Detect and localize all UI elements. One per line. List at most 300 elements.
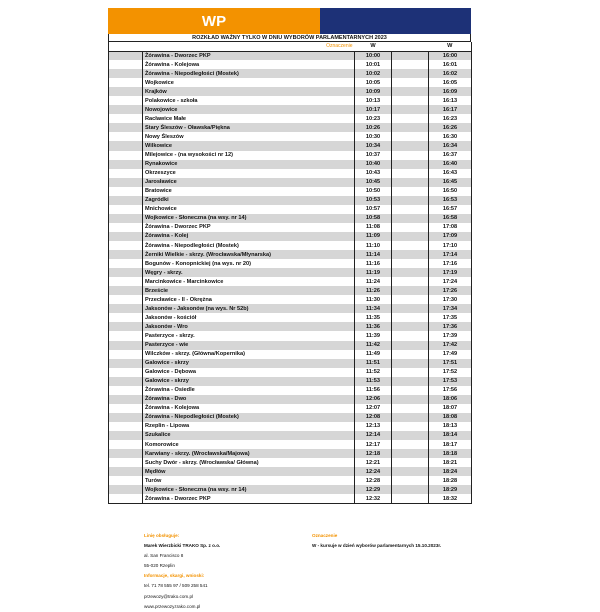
departure-time-w2: 18:24: [429, 467, 472, 476]
row-gap: [392, 178, 429, 187]
timetable-body: [109, 51, 472, 503]
table-row: [109, 132, 472, 141]
row-gap: [392, 78, 429, 87]
table-row: [109, 350, 472, 359]
stop-name: Żórawina - Dworzec PKP: [143, 223, 355, 232]
table-row: [109, 395, 472, 404]
row-gap: [392, 322, 429, 331]
departure-time-w2: 18:08: [429, 413, 472, 422]
table-row: [109, 96, 472, 105]
table-row: [109, 458, 472, 467]
table-row: [109, 223, 472, 232]
row-gap: [392, 187, 429, 196]
departure-time-w2: 17:39: [429, 331, 472, 340]
row-spacer: [109, 377, 143, 386]
row-spacer: [109, 295, 143, 304]
row-spacer: [109, 141, 143, 150]
row-gap: [392, 449, 429, 458]
row-spacer: [109, 331, 143, 340]
table-row: [109, 187, 472, 196]
row-spacer: [109, 132, 143, 141]
departure-time-w1: 10:53: [355, 196, 392, 205]
row-gap: [392, 169, 429, 178]
table-row: [109, 268, 472, 277]
table-row: [109, 422, 472, 431]
table-row: [109, 368, 472, 377]
departure-time-w2: 16:50: [429, 187, 472, 196]
row-spacer: [109, 458, 143, 467]
departure-time-w2: 16:02: [429, 69, 472, 78]
stop-name: Suchy Dwór - skrzy. (Wrocławska/ Główna): [143, 458, 355, 467]
departure-time-w1: 12:28: [355, 476, 392, 485]
departure-time-w2: 17:53: [429, 377, 472, 386]
departure-time-w2: 17:24: [429, 277, 472, 286]
departure-time-w1: 12:29: [355, 485, 392, 494]
operator-website: www.przewozy.trako.com.pl: [144, 603, 201, 609]
departure-time-w1: 10:50: [355, 187, 392, 196]
departure-time-w2: 18:13: [429, 422, 472, 431]
stop-name: Żórawina - Niepodległości (Mostek): [143, 69, 355, 78]
row-gap: [392, 114, 429, 123]
table-row: [109, 313, 472, 322]
row-spacer: [109, 196, 143, 205]
row-spacer: [109, 60, 143, 69]
departure-time-w2: 17:49: [429, 350, 472, 359]
row-spacer: [109, 69, 143, 78]
row-gap: [392, 413, 429, 422]
stop-name: Żórawina - Dworzec PKP: [143, 494, 355, 503]
row-spacer: [109, 241, 143, 250]
stop-name: Żórawina - Niepodległości (Mostek): [143, 413, 355, 422]
departure-time-w1: 11:51: [355, 359, 392, 368]
departure-time-w2: 16:34: [429, 141, 472, 150]
table-row: [109, 494, 472, 503]
stop-name: Jaksonów - kościół: [143, 313, 355, 322]
table-row: [109, 241, 472, 250]
row-gap: [392, 141, 429, 150]
row-spacer: [109, 178, 143, 187]
departure-time-w1: 11:30: [355, 295, 392, 304]
row-spacer: [109, 395, 143, 404]
departure-time-w2: 16:05: [429, 78, 472, 87]
column-header-w1: W: [355, 42, 392, 51]
stop-name: Pasterzyce - wie: [143, 341, 355, 350]
table-row: [109, 485, 472, 494]
header-navy-block: [320, 8, 471, 34]
departure-time-w2: 18:21: [429, 458, 472, 467]
row-gap: [392, 331, 429, 340]
departure-time-w2: 17:08: [429, 223, 472, 232]
departure-time-w2: 18:28: [429, 476, 472, 485]
table-row: [109, 214, 472, 223]
table-row: [109, 377, 472, 386]
stop-name: Wojkowice: [143, 78, 355, 87]
row-gap: [392, 422, 429, 431]
departure-time-w1: 11:39: [355, 331, 392, 340]
stop-name: Żórawina - Dworzec PKP: [143, 51, 355, 60]
row-gap: [392, 196, 429, 205]
stop-name: Przecławice - II - Okrężna: [143, 295, 355, 304]
departure-time-w1: 10:58: [355, 214, 392, 223]
row-spacer: [109, 105, 143, 114]
stop-name: Galowice - skrzy: [143, 377, 355, 386]
row-gap: [392, 160, 429, 169]
info-label: Informacje, skargi, wnioski:: [144, 573, 205, 579]
stop-name: Rynakowice: [143, 160, 355, 169]
stop-name: Szukalice: [143, 431, 355, 440]
departure-time-w2: 17:14: [429, 250, 472, 259]
table-row: [109, 87, 472, 96]
table-row: [109, 295, 472, 304]
table-row: [109, 386, 472, 395]
row-gap: [392, 313, 429, 322]
departure-time-w1: 12:18: [355, 449, 392, 458]
table-row: [109, 359, 472, 368]
departure-time-w1: 11:26: [355, 286, 392, 295]
stop-name: Jaksonów - Wro: [143, 322, 355, 331]
stop-name: Żórawina - Kolejowa: [143, 404, 355, 413]
departure-time-w2: 18:32: [429, 494, 472, 503]
table-row: [109, 277, 472, 286]
departure-time-w2: 17:35: [429, 313, 472, 322]
stop-name: Wilczków - skrzy. (Główna/Kopernika): [143, 350, 355, 359]
row-spacer: [109, 485, 143, 494]
header-gap: [392, 42, 429, 51]
departure-time-w2: 16:57: [429, 205, 472, 214]
departure-time-w2: 16:26: [429, 123, 472, 132]
operator-email: przewozy@trako.com.pl: [144, 593, 194, 599]
row-spacer: [109, 494, 143, 503]
stop-name: Żórawina - Osiedle: [143, 386, 355, 395]
table-row: [109, 178, 472, 187]
row-gap: [392, 350, 429, 359]
departure-time-w2: 16:43: [429, 169, 472, 178]
departure-time-w2: 16:53: [429, 196, 472, 205]
row-spacer: [109, 96, 143, 105]
departure-time-w2: 16:00: [429, 51, 472, 60]
departure-time-w2: 17:10: [429, 241, 472, 250]
departure-time-w2: 17:42: [429, 341, 472, 350]
stop-name: Krajków: [143, 87, 355, 96]
departure-time-w1: 10:34: [355, 141, 392, 150]
legend-label: Oznaczenie: [312, 533, 338, 538]
row-gap: [392, 123, 429, 132]
stop-name: Zagródki: [143, 196, 355, 205]
table-row: [109, 250, 472, 259]
row-spacer: [109, 214, 143, 223]
table-row: [109, 196, 472, 205]
departure-time-w1: 12:32: [355, 494, 392, 503]
table-row: [109, 304, 472, 313]
table-header-row: [109, 42, 472, 51]
departure-time-w1: 10:45: [355, 178, 392, 187]
row-gap: [392, 69, 429, 78]
departure-time-w1: 11:53: [355, 377, 392, 386]
row-spacer: [109, 313, 143, 322]
legend-text: W - kursuje w dzień wyborów parlamentarnych 15.10.2023r.: [312, 543, 442, 549]
row-spacer: [109, 413, 143, 422]
departure-time-w2: 16:13: [429, 96, 472, 105]
row-gap: [392, 440, 429, 449]
column-header-w2: W: [429, 42, 472, 51]
stop-name: Pasterzyce - skrzy.: [143, 331, 355, 340]
departure-time-w2: 17:34: [429, 304, 472, 313]
row-gap: [392, 431, 429, 440]
header-spacer: [109, 42, 143, 51]
departure-time-w1: 11:09: [355, 232, 392, 241]
departure-time-w1: 10:09: [355, 87, 392, 96]
departure-time-w1: 12:17: [355, 440, 392, 449]
table-row: [109, 440, 472, 449]
departure-time-w1: 12:07: [355, 404, 392, 413]
departure-time-w1: 11:19: [355, 268, 392, 277]
stop-name: Galowice - skrzy: [143, 359, 355, 368]
row-spacer: [109, 205, 143, 214]
table-row: [109, 331, 472, 340]
row-gap: [392, 377, 429, 386]
line-code: WP: [108, 8, 320, 34]
table-row: [109, 60, 472, 69]
departure-time-w2: 16:09: [429, 87, 472, 96]
departure-time-w1: 11:24: [355, 277, 392, 286]
stop-name: Racławice Małe: [143, 114, 355, 123]
row-gap: [392, 151, 429, 160]
row-gap: [392, 105, 429, 114]
row-spacer: [109, 169, 143, 178]
row-gap: [392, 485, 429, 494]
row-spacer: [109, 114, 143, 123]
departure-time-w1: 12:06: [355, 395, 392, 404]
row-spacer: [109, 87, 143, 96]
row-gap: [392, 295, 429, 304]
row-gap: [392, 368, 429, 377]
table-row: [109, 341, 472, 350]
row-spacer: [109, 341, 143, 350]
stop-name: Żerniki Wielkie - skrzy. (Wrocławska/Młynarska): [143, 250, 355, 259]
row-spacer: [109, 187, 143, 196]
departure-time-w1: 11:49: [355, 350, 392, 359]
departure-time-w1: 11:36: [355, 322, 392, 331]
departure-time-w1: 11:52: [355, 368, 392, 377]
departure-time-w1: 10:57: [355, 205, 392, 214]
row-gap: [392, 259, 429, 268]
table-row: [109, 449, 472, 458]
operator-street: al. San Francisco 8: [144, 553, 184, 559]
legend: [312, 531, 482, 551]
table-row: [109, 259, 472, 268]
row-spacer: [109, 51, 143, 60]
stop-name: Okrzeszyce: [143, 169, 355, 178]
departure-time-w1: 10:17: [355, 105, 392, 114]
departure-time-w1: 10:40: [355, 160, 392, 169]
departure-time-w1: 10:01: [355, 60, 392, 69]
table-row: [109, 141, 472, 150]
row-gap: [392, 51, 429, 60]
departure-time-w1: 11:14: [355, 250, 392, 259]
departure-time-w1: 12:13: [355, 422, 392, 431]
departure-time-w2: 17:26: [429, 286, 472, 295]
row-gap: [392, 359, 429, 368]
row-spacer: [109, 268, 143, 277]
departure-time-w2: 16:30: [429, 132, 472, 141]
row-gap: [392, 395, 429, 404]
row-spacer: [109, 277, 143, 286]
departure-time-w1: 10:37: [355, 151, 392, 160]
row-spacer: [109, 386, 143, 395]
table-row: [109, 78, 472, 87]
stop-name: Wilkowice: [143, 141, 355, 150]
stop-name: Galowice - Dębowa: [143, 368, 355, 377]
departure-time-w2: 17:51: [429, 359, 472, 368]
row-gap: [392, 304, 429, 313]
stop-name: Milejowice - (na wysokości nr 12): [143, 151, 355, 160]
row-spacer: [109, 151, 143, 160]
table-row: [109, 51, 472, 60]
row-gap: [392, 96, 429, 105]
row-spacer: [109, 259, 143, 268]
departure-time-w2: 16:58: [429, 214, 472, 223]
departure-time-w2: 16:40: [429, 160, 472, 169]
stop-name: Żórawina - Kolejowa: [143, 60, 355, 69]
row-spacer: [109, 431, 143, 440]
row-gap: [392, 458, 429, 467]
oznaczenie-label: Oznaczenie: [143, 42, 355, 51]
operator-name: Marek Wierzbicki TRAKO Sp. z o.o.: [144, 543, 221, 549]
row-spacer: [109, 476, 143, 485]
stop-name: Rzeplin - Lipowa: [143, 422, 355, 431]
row-spacer: [109, 322, 143, 331]
operator-info: [144, 531, 304, 612]
departure-time-w1: 10:30: [355, 132, 392, 141]
departure-time-w2: 17:56: [429, 386, 472, 395]
table-row: [109, 322, 472, 331]
table-row: [109, 232, 472, 241]
row-gap: [392, 60, 429, 69]
departure-time-w1: 10:13: [355, 96, 392, 105]
stop-name: Bratowice: [143, 187, 355, 196]
stop-name: Wojkowice - Słoneczna (na wsy. nr 14): [143, 485, 355, 494]
stop-name: Jaksonów - Jaksonów (na wys. Nr 52b): [143, 304, 355, 313]
stop-name: Bogunów - Konopnickiej (na wys. nr 20): [143, 259, 355, 268]
row-spacer: [109, 123, 143, 132]
table-row: [109, 205, 472, 214]
departure-time-w1: 12:08: [355, 413, 392, 422]
stop-name: Żórawina - Kolej: [143, 232, 355, 241]
stop-name: Marcinkowice - Marcinkowice: [143, 277, 355, 286]
stop-name: Mędłów: [143, 467, 355, 476]
departure-time-w1: 11:35: [355, 313, 392, 322]
timetable-table: [108, 42, 472, 504]
row-spacer: [109, 78, 143, 87]
row-gap: [392, 467, 429, 476]
row-spacer: [109, 359, 143, 368]
stop-name: Jarosławice: [143, 178, 355, 187]
row-spacer: [109, 160, 143, 169]
row-spacer: [109, 404, 143, 413]
departure-time-w2: 18:07: [429, 404, 472, 413]
stop-name: Polakowice - szkoła: [143, 96, 355, 105]
departure-time-w2: 16:01: [429, 60, 472, 69]
departure-time-w2: 17:09: [429, 232, 472, 241]
row-gap: [392, 286, 429, 295]
table-row: [109, 105, 472, 114]
table-row: [109, 476, 472, 485]
row-gap: [392, 494, 429, 503]
departure-time-w2: 16:23: [429, 114, 472, 123]
departure-time-w2: 18:06: [429, 395, 472, 404]
row-gap: [392, 341, 429, 350]
departure-time-w2: 17:30: [429, 295, 472, 304]
row-gap: [392, 386, 429, 395]
departure-time-w1: 11:10: [355, 241, 392, 250]
row-spacer: [109, 368, 143, 377]
row-gap: [392, 205, 429, 214]
departure-time-w1: 11:08: [355, 223, 392, 232]
row-spacer: [109, 250, 143, 259]
departure-time-w1: 10:26: [355, 123, 392, 132]
row-gap: [392, 132, 429, 141]
departure-time-w2: 17:19: [429, 268, 472, 277]
stop-name: Brzeście: [143, 286, 355, 295]
row-spacer: [109, 449, 143, 458]
departure-time-w2: 16:17: [429, 105, 472, 114]
table-row: [109, 413, 472, 422]
stop-name: Nowy Śleszów: [143, 132, 355, 141]
stop-name: Wojkowice - Słoneczna (na wsy. nr 14): [143, 214, 355, 223]
table-row: [109, 467, 472, 476]
departure-time-w1: 10:05: [355, 78, 392, 87]
row-gap: [392, 250, 429, 259]
row-spacer: [109, 232, 143, 241]
row-spacer: [109, 467, 143, 476]
stop-name: Węgry - skrzy.: [143, 268, 355, 277]
departure-time-w2: 18:14: [429, 431, 472, 440]
stop-name: Komorowice: [143, 440, 355, 449]
row-gap: [392, 214, 429, 223]
departure-time-w2: 18:17: [429, 440, 472, 449]
table-row: [109, 151, 472, 160]
stop-name: Mnichowice: [143, 205, 355, 214]
departure-time-w1: 12:14: [355, 431, 392, 440]
departure-time-w1: 10:23: [355, 114, 392, 123]
row-gap: [392, 476, 429, 485]
departure-time-w2: 17:36: [429, 322, 472, 331]
table-row: [109, 404, 472, 413]
row-gap: [392, 223, 429, 232]
departure-time-w1: 11:56: [355, 386, 392, 395]
row-gap: [392, 87, 429, 96]
timetable-title: ROZKŁAD WAŻNY TYLKO W DNIU WYBORÓW PARLAMENTARNYCH 2023: [108, 34, 471, 42]
departure-time-w1: 11:34: [355, 304, 392, 313]
header-bar: [108, 8, 471, 34]
operator-city: 55-020 Rzeplin: [144, 563, 175, 569]
table-row: [109, 69, 472, 78]
departure-time-w2: 16:37: [429, 151, 472, 160]
departure-time-w1: 10:43: [355, 169, 392, 178]
table-row: [109, 123, 472, 132]
stop-name: Karwiany - skrzy. (Wrocławska/Majowa): [143, 449, 355, 458]
row-spacer: [109, 422, 143, 431]
row-gap: [392, 268, 429, 277]
row-spacer: [109, 440, 143, 449]
table-row: [109, 286, 472, 295]
stop-name: Turów: [143, 476, 355, 485]
operator-label: Linię obsługuje:: [144, 533, 180, 538]
departure-time-w2: 18:18: [429, 449, 472, 458]
table-row: [109, 114, 472, 123]
row-spacer: [109, 286, 143, 295]
departure-time-w2: 17:52: [429, 368, 472, 377]
